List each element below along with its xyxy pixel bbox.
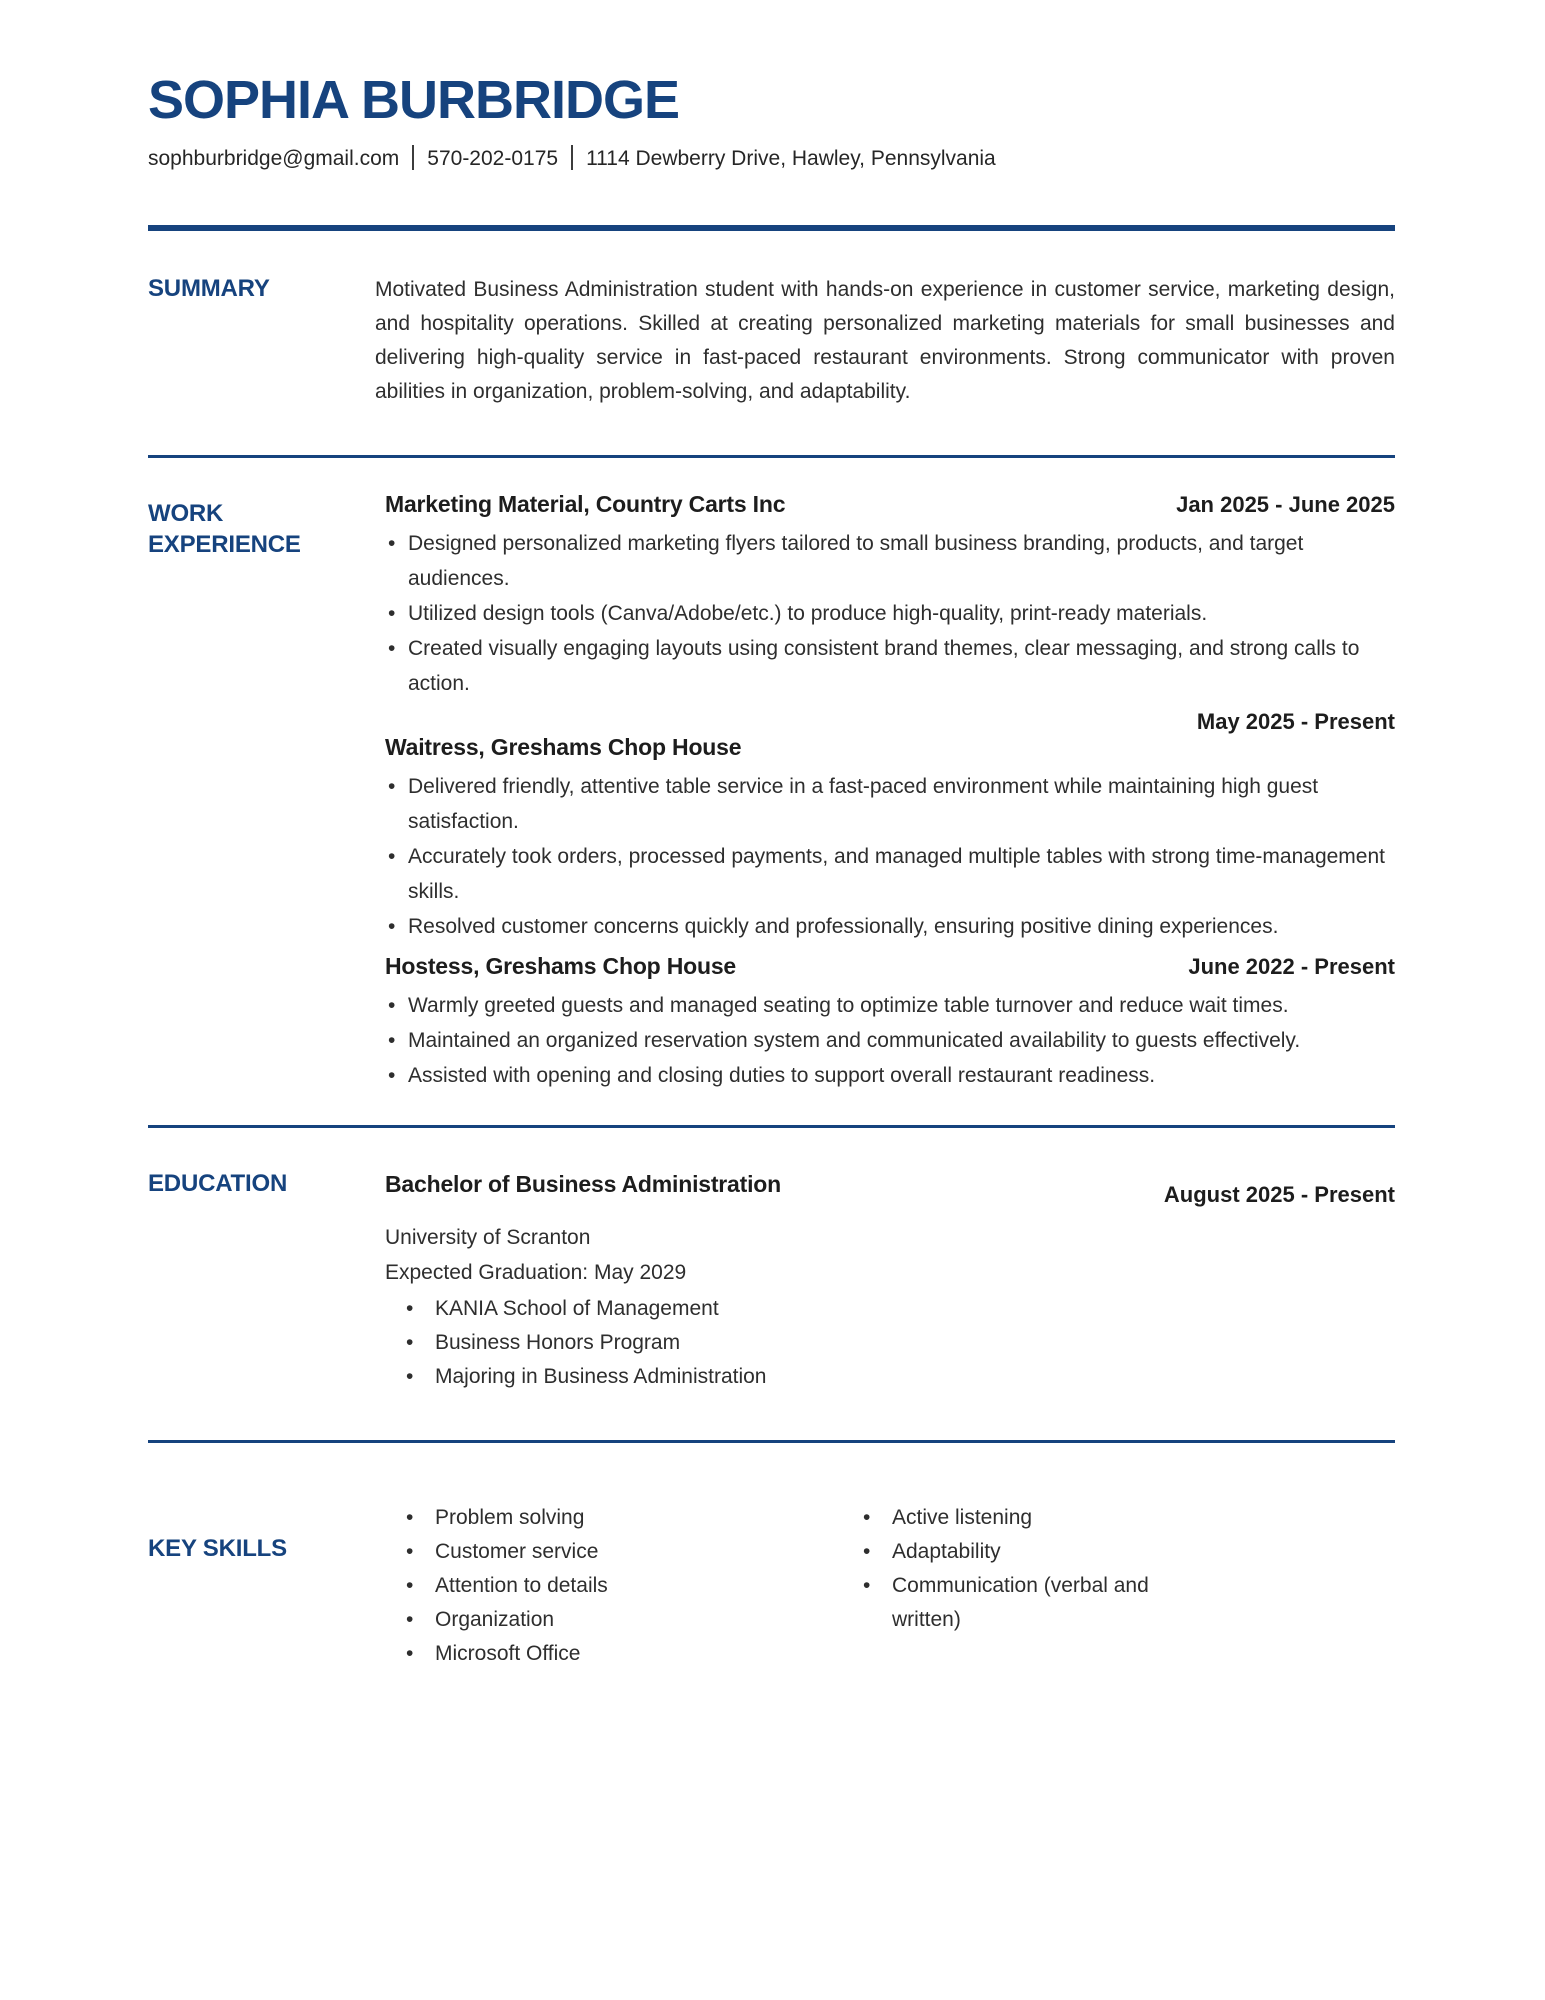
- job-entry: [375, 950, 1395, 1093]
- bullet-item: • Delivered friendly, attentive table service in a fast-paced environment while maintaining high guest satisfaction.: [375, 769, 1395, 839]
- job-title: Waitress, Greshams Chop House: [385, 734, 742, 760]
- skill-item: • Problem solving: [375, 1501, 832, 1535]
- job-header: [375, 950, 1395, 982]
- skill-item: • Attention to details: [375, 1569, 832, 1603]
- bullet-item: • KANIA School of Management: [375, 1292, 1395, 1326]
- resume-header: [148, 70, 1395, 175]
- education-bullet-list: [375, 1292, 1395, 1394]
- bullet-item: • Resolved customer concerns quickly and professionally, ensuring positive dining experiences.: [375, 909, 1395, 944]
- contact-line: [148, 142, 1068, 175]
- education-dates: August 2025 - Present: [1163, 1182, 1395, 1207]
- skill-item: • Communication (verbal and written): [832, 1569, 1222, 1637]
- bullet-item: • Warmly greeted guests and managed seating to optimize table turnover and reduce wait times.: [375, 988, 1395, 1023]
- contact-separator: [571, 145, 573, 170]
- summary-text: Motivated Business Administration student with hands-on experience in customer service, marketing design, and hospitality operations. Skilled at creating personalized marketing materials for small businesses and delivering high-quality service in fast-paced restaurant environments. Strong communicator with proven abilities in organization, problem-solving, and adaptability.: [375, 278, 1395, 403]
- bullet-item: • Utilized design tools (Canva/Adobe/etc.) to produce high-quality, print-ready materials.: [375, 596, 1395, 631]
- job-title: Hostess, Greshams Chop House: [385, 953, 737, 979]
- candidate-name: SOPHIA BURBRIDGE: [148, 70, 680, 130]
- contact-separator: [412, 145, 414, 170]
- bullet-item: • Created visually engaging layouts using consistent brand themes, clear messaging, and strong calls to action.: [375, 631, 1395, 701]
- school-name: University of Scranton: [385, 1226, 591, 1249]
- summary-section-label: SUMMARY: [148, 275, 270, 302]
- skill-item: • Adaptability: [832, 1535, 1395, 1569]
- job-bullet-list: [375, 526, 1395, 701]
- education-header: [375, 1168, 1395, 1210]
- summary-section: [148, 231, 1395, 455]
- summary-body: [375, 273, 1395, 409]
- skill-item: • Organization: [375, 1603, 832, 1637]
- contact-address: 1114 Dewberry Drive, Hawley, Pennsylvania: [586, 147, 996, 170]
- job-bullet-list: [375, 988, 1395, 1093]
- contact-phone: 570-202-0175: [427, 147, 559, 170]
- job-entry: [375, 707, 1395, 944]
- skill-item: • Customer service: [375, 1535, 832, 1569]
- education-section: [148, 1128, 1395, 1440]
- expected-graduation: Expected Graduation: May 2029: [385, 1261, 687, 1284]
- job-title: Marketing Material, Country Carts Inc: [385, 491, 786, 517]
- degree-title: Bachelor of Business Administration: [385, 1171, 781, 1197]
- key-skills-section: [148, 1443, 1395, 1671]
- work-experience-section-label: WORK EXPERIENCE: [148, 500, 301, 558]
- skill-item: • Microsoft Office: [375, 1637, 832, 1671]
- skill-item: • Active listening: [832, 1501, 1395, 1535]
- bullet-item: • Accurately took orders, processed payments, and managed multiple tables with strong time-management skills.: [375, 839, 1395, 909]
- education-body: [375, 1168, 1395, 1394]
- bullet-item: • Designed personalized marketing flyers tailored to small business branding, products, and target audiences.: [375, 526, 1395, 596]
- education-section-label: EDUCATION: [148, 1170, 288, 1197]
- key-skills-section-label: KEY SKILLS: [148, 1535, 287, 1562]
- work-experience-body: [375, 488, 1395, 1093]
- job-header: [375, 488, 1395, 520]
- job-bullet-list: [375, 769, 1395, 944]
- job-dates: May 2025 - Present: [1196, 709, 1395, 734]
- skills-column-2: [832, 1501, 1395, 1671]
- job-dates: June 2022 - Present: [1188, 954, 1395, 979]
- contact-email: sophburbridge@gmail.com: [148, 147, 400, 170]
- bullet-item: • Assisted with opening and closing duties to support overall restaurant readiness.: [375, 1058, 1395, 1093]
- bullet-item: • Majoring in Business Administration: [375, 1360, 1395, 1394]
- job-dates: Jan 2025 - June 2025: [1176, 492, 1395, 517]
- bullet-item: • Business Honors Program: [375, 1326, 1395, 1360]
- work-experience-section: [148, 458, 1395, 1125]
- job-entry: [375, 488, 1395, 701]
- bullet-item: • Maintained an organized reservation system and communicated availability to guests effectively.: [375, 1023, 1395, 1058]
- skills-column-1: [375, 1501, 832, 1671]
- skills-columns: [375, 1499, 1395, 1671]
